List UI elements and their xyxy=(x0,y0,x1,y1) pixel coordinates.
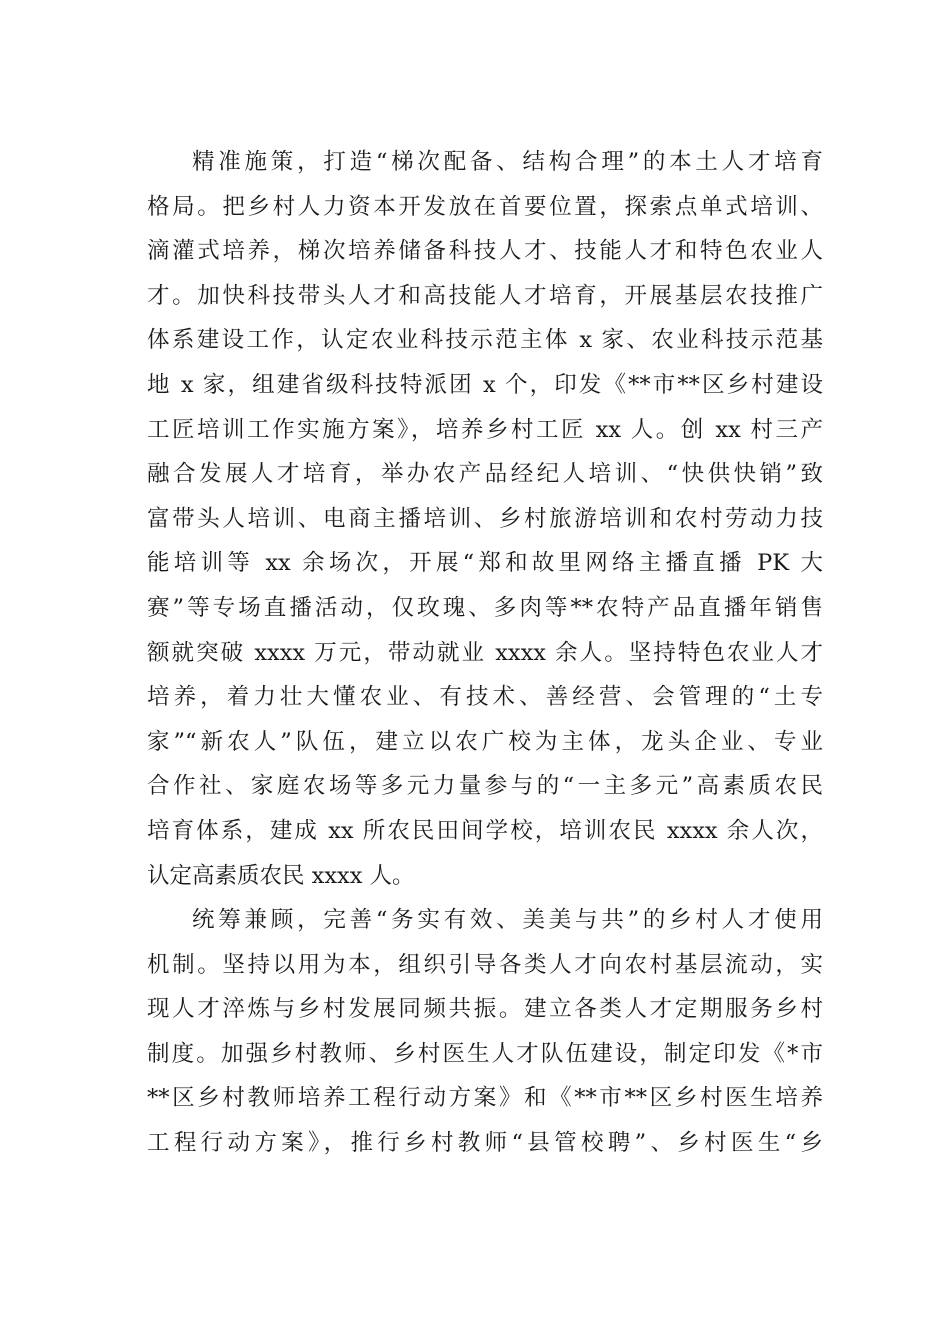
paragraph-line: 家”“新农人”队伍，建立以农广校为主体，龙头企业、专业 xyxy=(147,728,823,755)
paragraph-line: 认定高素质农民 xxxx 人。 xyxy=(147,862,415,889)
paragraph-line: 机制。坚持以用为本，组织引导各类人才向农村基层流动，实 xyxy=(147,951,823,978)
paragraph-line: 统筹兼顾，完善“务实有效、美美与共”的乡村人才使用 xyxy=(192,907,823,934)
paragraph-line: 工匠培训工作实施方案》，培养乡村工匠 xx 人。创 xx 村三产 xyxy=(147,416,823,443)
paragraph-line: 合作社、家庭农场等多元力量参与的“一主多元”高素质农民 xyxy=(147,773,823,800)
document-body xyxy=(147,140,823,1166)
paragraph-line: 赛”等专场直播活动，仅玫瑰、多肉等**农特产品直播年销售 xyxy=(147,594,823,621)
paragraph-line: 体系建设工作，认定农业科技示范主体 x 家、农业科技示范基 xyxy=(147,327,823,354)
paragraph-line: 培育体系，建成 xx 所农民田间学校，培训农民 xxxx 余人次， xyxy=(147,817,823,844)
paragraph-line: 融合发展人才培育，举办农产品经纪人培训、“快供快销”致 xyxy=(147,461,823,488)
paragraph-line: 才。加快科技带头人才和高技能人才培育，开展基层农技推广 xyxy=(147,282,823,309)
paragraph-talent-training xyxy=(147,140,823,898)
paragraph-line: 额就突破 xxxx 万元，带动就业 xxxx 余人。坚持特色农业人才 xyxy=(147,639,823,666)
paragraph-line: 滴灌式培养，梯次培养储备科技人才、技能人才和特色农业人 xyxy=(147,238,823,265)
paragraph-line: 工程行动方案》，推行乡村教师“县管校聘”、乡村医生“乡 xyxy=(147,1130,823,1157)
paragraph-line: 能培训等 xx 余场次，开展“郑和故里网络主播直播 PK 大 xyxy=(147,550,823,577)
paragraph-line: 培养，着力壮大懂农业、有技术、善经营、会管理的“土专 xyxy=(147,684,823,711)
paragraph-talent-usage xyxy=(147,898,823,1166)
paragraph-line: 制度。加强乡村教师、乡村医生人才队伍建设，制定印发《*市 xyxy=(147,1040,823,1067)
paragraph-line: 精准施策，打造“梯次配备、结构合理”的本土人才培育 xyxy=(192,149,823,175)
paragraph-line: 格局。把乡村人力资本开发放在首要位置，探索点单式培训、 xyxy=(147,193,823,220)
paragraph-line: 富带头人培训、电商主播培训、乡村旅游培训和农村劳动力技 xyxy=(147,505,823,532)
paragraph-line: 地 x 家，组建省级科技特派团 x 个，印发《**市**区乡村建设 xyxy=(147,371,823,398)
paragraph-line: **区乡村教师培养工程行动方案》和《**市**区乡村医生培养 xyxy=(147,1085,823,1112)
paragraph-line: 现人才淬炼与乡村发展同频共振。建立各类人才定期服务乡村 xyxy=(147,996,823,1023)
